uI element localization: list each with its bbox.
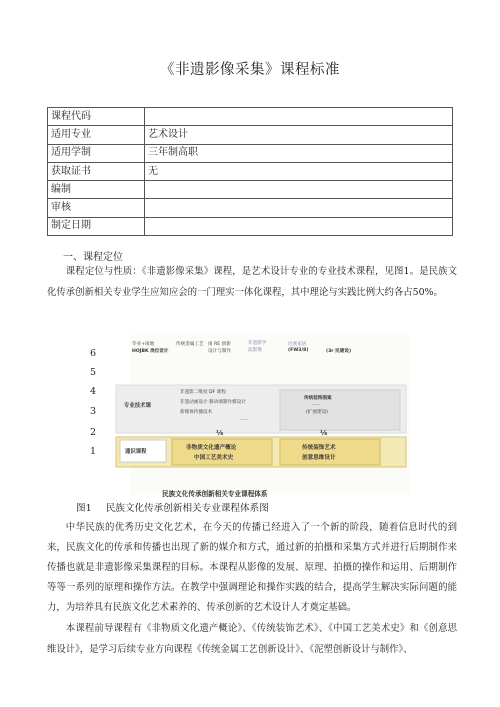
level-label-4: 4 <box>90 386 97 397</box>
info-value-cell <box>145 108 453 126</box>
top-item-4-line1: 非遗影学 <box>248 341 267 346</box>
info-key-cell: 审核 <box>48 199 145 217</box>
page-title: 《非遗影像采集》课程标准 <box>160 62 340 78</box>
info-value-cell: 艺术设计 <box>145 126 453 144</box>
info-key-cell: 获取证书 <box>48 162 145 180</box>
info-value-cell <box>145 181 453 199</box>
paragraph-culture-transmission: 中华民族的优秀历史文化艺术，在今天的传播已经进入了一个新的阶段，随着信息时代的到来，民族文化的传承和传播也出现了新的媒介和方式，通过新的拍摄和采集方式并进行后期制作来传播也就是非遗影像采集课程的目标。本课程从影像的发展、原理、拍摄的操作和运用、后期制作等等一系列的原理和操作方法。在教学中强调理论和操作实践的结合，提高学生解决实际问题的能力，为培养具有民族文化艺术素养的、传承创新的艺术设计人才奠定基础。 <box>47 522 457 613</box>
info-key-cell: 适用学制 <box>48 144 145 162</box>
top-item-1-line2: HOJBK 岗位设计 <box>132 349 169 354</box>
figure-caption-text: 民族文化传承创新相关专业课程体系图 <box>105 503 269 514</box>
info-key-cell: 制定日期 <box>48 217 145 235</box>
diagram-graphics <box>90 333 410 498</box>
general-left-item-1: 非物质文化遗产概论 <box>186 445 237 451</box>
top-item-1-line1: 毕业+岗地 <box>132 342 155 347</box>
fraction-right: ⅛ <box>320 429 328 437</box>
general-course-label: 通识课程 <box>125 449 147 455</box>
info-value-cell: 无 <box>145 162 453 180</box>
info-table-row <box>48 181 453 199</box>
professional-course-label: 专业技术课 <box>124 403 151 409</box>
top-item-6: (3r 民建设) <box>326 349 352 354</box>
extension-box <box>280 390 400 430</box>
info-key-cell: 编制 <box>48 181 145 199</box>
professional-item-4: ...... <box>240 417 249 422</box>
info-key-cell: 适用专业 <box>48 126 145 144</box>
professional-item-1: 非遗影二维度 DF 课程 <box>180 390 226 395</box>
extension-box-line3: (扩展建设) <box>306 410 328 415</box>
level-label-1: 1 <box>90 446 97 457</box>
top-item-4-line2: 法影像 <box>248 348 262 353</box>
general-right-item-1: 传统装饰艺术 <box>302 445 336 451</box>
level-label-3: 3 <box>90 406 97 417</box>
top-item-5-line2: (FW3/8) <box>288 348 309 353</box>
top-item-3-line1: 岗 RE 创新 <box>208 342 231 347</box>
paragraph-prerequisite-courses: 本课程前导课程有《非物质文化遗产概论》、《传统装饰艺术》、《中国工艺美术史》和《创意思维设计》，是学习后续专业方向课程《传统金属工艺创新设计》、《泥塑创新设计与制作》、 <box>47 623 457 655</box>
general-left-item-2: 中国工艺美术史 <box>194 455 234 461</box>
figure-label: 图1 <box>76 503 92 514</box>
extension-box-line2: ...... <box>312 402 321 407</box>
level-label-5: 5 <box>90 367 97 378</box>
course-system-diagram <box>90 333 410 498</box>
info-table-row <box>48 126 453 144</box>
professional-item-2: 非遗动画设计 移动端制作模设计 <box>180 400 246 405</box>
top-item-2: 传统金属工艺 <box>176 342 204 347</box>
level-label-6: 6 <box>90 348 97 359</box>
info-value-cell <box>145 217 453 235</box>
section-heading-course-positioning: 一、课程定位 <box>63 252 123 263</box>
fraction-left: ⅛ <box>216 429 224 437</box>
info-table-row <box>48 144 453 162</box>
figure-caption <box>76 500 269 514</box>
level-label-2: 2 <box>90 427 97 438</box>
info-table-row <box>48 108 453 126</box>
info-table-row <box>48 199 453 217</box>
professional-item-3: 新媒体传播技术 <box>180 410 213 415</box>
diagram-caption: 民族文化传承创新相关专业课程体系 <box>162 490 268 498</box>
info-value-cell <box>145 199 453 217</box>
extension-box-line1: 传统装饰图案 <box>304 396 332 401</box>
info-table-row <box>48 217 453 235</box>
info-value-cell: 三年制高职 <box>145 144 453 162</box>
top-item-3-line2: 设计与制作 <box>208 349 231 354</box>
course-info-table <box>47 107 453 236</box>
paragraph-course-positioning: 课程定位与性质：《非遗影像采集》课程，是艺术设计专业的专业技术课程，见图1。是民族文化传承创新相关专业学生应知应会的一门理实一体化课程，其中理论与实践比例大约各占50%。 <box>47 266 457 299</box>
top-item-5-line1: 民族家居 <box>288 342 307 347</box>
info-key-cell: 课程代码 <box>48 108 145 126</box>
general-right-item-2: 创意思维设计 <box>302 455 336 461</box>
info-table-row <box>48 162 453 180</box>
